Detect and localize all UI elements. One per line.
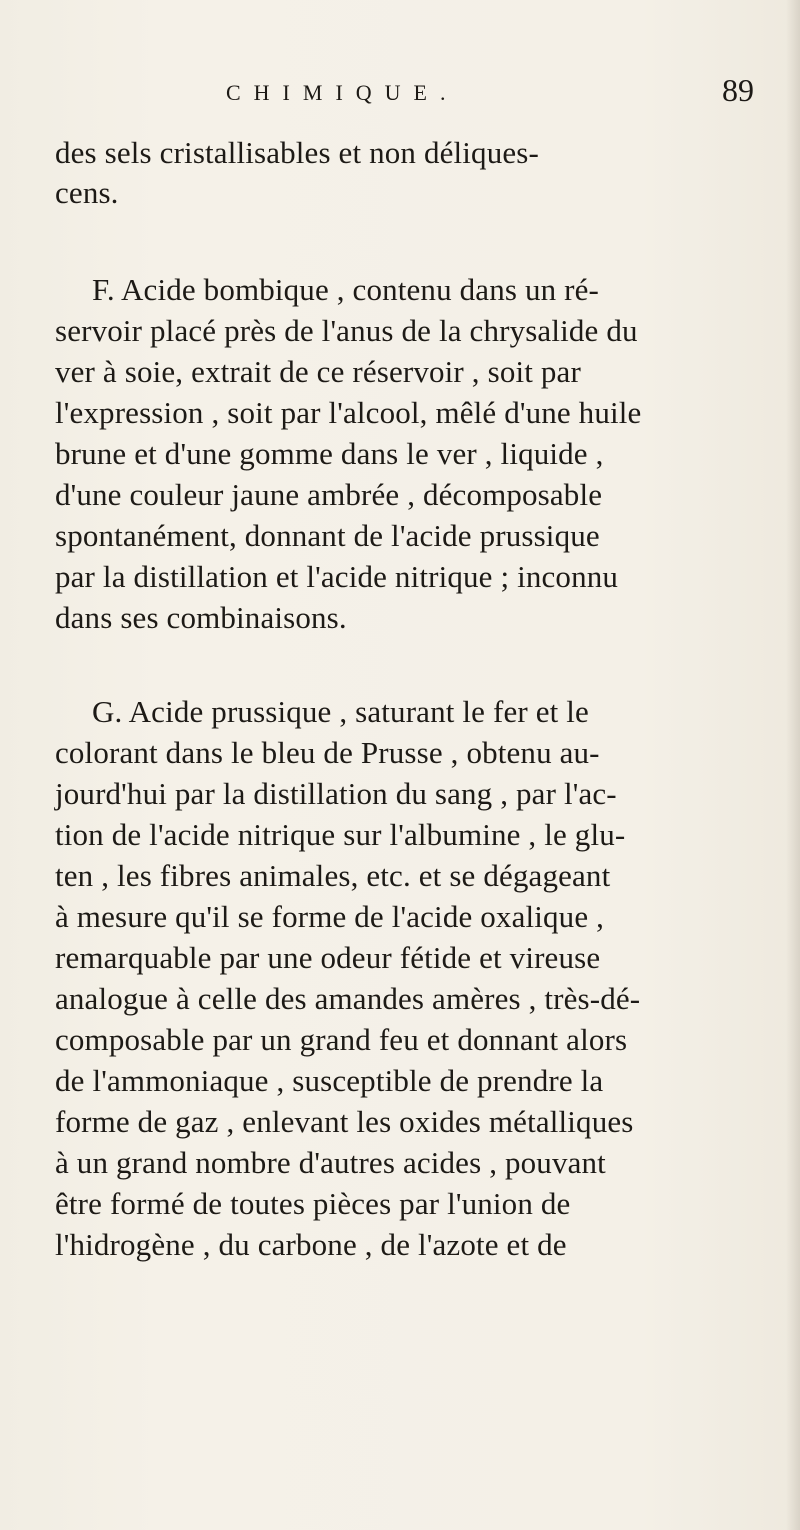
text-line: G. Acide prussique , saturant le fer et le bbox=[92, 694, 589, 729]
text-line: à un grand nombre d'autres acides , pouvant bbox=[55, 1145, 606, 1180]
text-line: remarquable par une odeur fétide et vireuse bbox=[55, 940, 601, 975]
text-line: composable par un grand feu et donnant alors bbox=[55, 1022, 628, 1057]
text-line: brune et d'une gomme dans le ver , liquide , bbox=[55, 436, 604, 471]
text-line: des sels cristallisables et non déliques- bbox=[55, 135, 539, 170]
text-line: dans ses combinaisons. bbox=[55, 600, 347, 635]
text-line: forme de gaz , enlevant les oxides métalliques bbox=[55, 1104, 634, 1139]
text-line: l'expression , soit par l'alcool, mêlé d'une huile bbox=[55, 395, 642, 430]
text-line: ver à soie, extrait de ce réservoir , soit par bbox=[55, 354, 581, 389]
text-line: d'une couleur jaune ambrée , décomposable bbox=[55, 477, 603, 512]
text-line: cens. bbox=[55, 175, 119, 210]
text-line: spontanément, donnant de l'acide prussique bbox=[55, 518, 600, 553]
text-line: l'hidrogène , du carbone , de l'azote et de bbox=[55, 1227, 567, 1262]
text-line: de l'ammoniaque , susceptible de prendre la bbox=[55, 1063, 604, 1098]
text-line: tion de l'acide nitrique sur l'albumine , le glu- bbox=[55, 817, 626, 852]
running-head: CHIMIQUE. bbox=[226, 80, 459, 105]
text-line: être formé de toutes pièces par l'union de bbox=[55, 1186, 571, 1221]
text-line: par la distillation et l'acide nitrique ; inconnu bbox=[55, 559, 619, 594]
text-line: colorant dans le bleu de Prusse , obtenu au- bbox=[55, 735, 600, 770]
text-line: analogue à celle des amandes amères , très-dé- bbox=[55, 981, 641, 1016]
text-line: ten , les fibres animales, etc. et se dégageant bbox=[55, 858, 611, 893]
text-line: à mesure qu'il se forme de l'acide oxalique , bbox=[55, 899, 605, 934]
text-line: jourd'hui par la distillation du sang , par l'ac- bbox=[55, 776, 617, 811]
page-number: 89 bbox=[722, 72, 754, 108]
text-line: F. Acide bombique , contenu dans un ré- bbox=[92, 272, 600, 307]
text-line: servoir placé près de l'anus de la chrysalide du bbox=[55, 313, 638, 348]
